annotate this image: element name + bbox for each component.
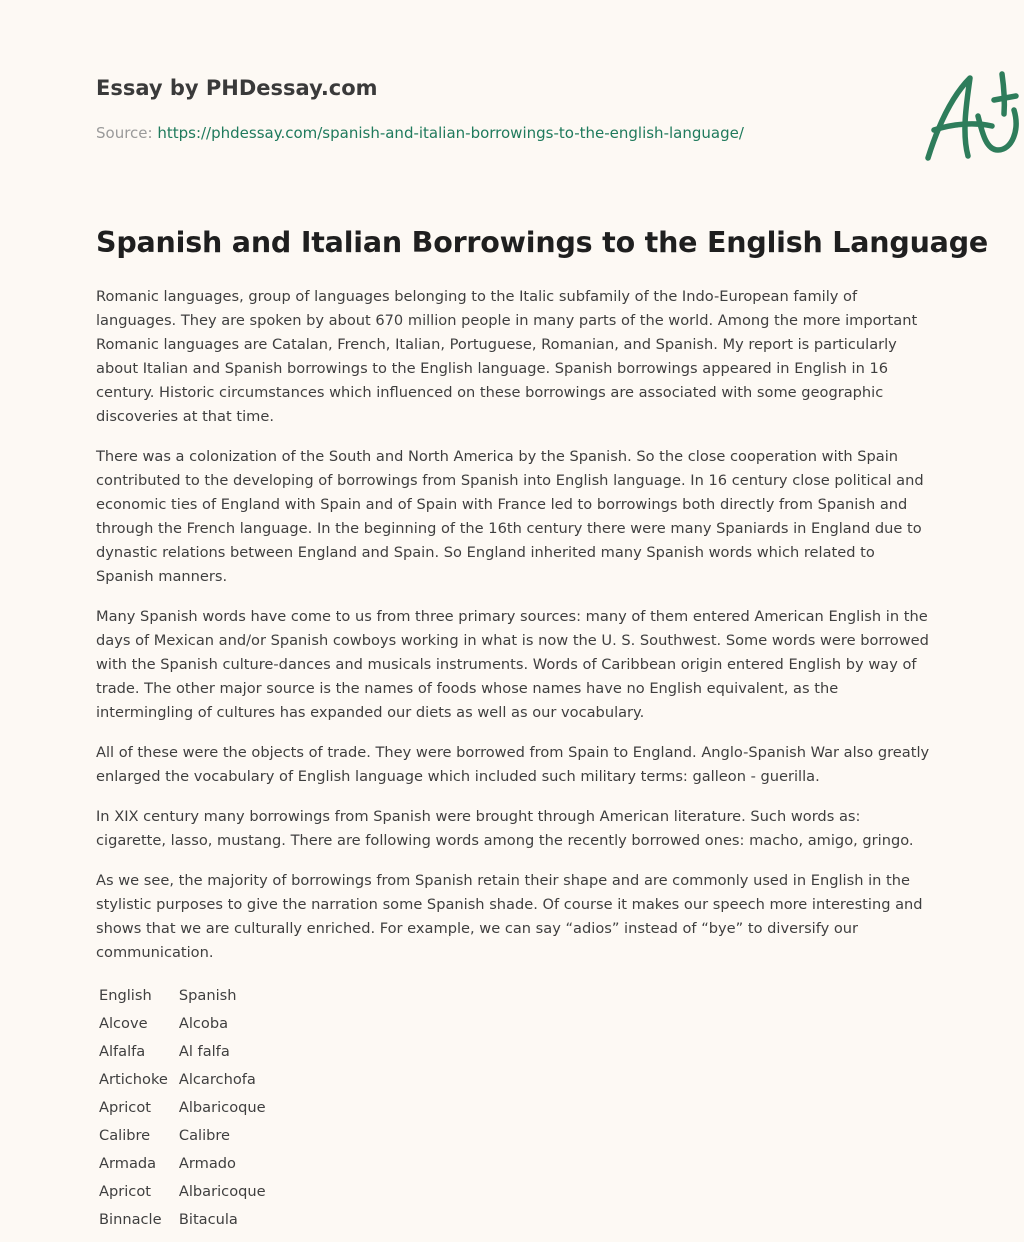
a-plus-grade-icon xyxy=(916,66,1024,166)
site-brand: Essay by PHDessay.com xyxy=(96,76,378,100)
table-cell: Armado xyxy=(178,1154,236,1172)
table-cell: Alcove xyxy=(99,1014,148,1032)
paragraph: Many Spanish words have come to us from three primary sources: many of them entered American English in the days of Mexican and/or Spanish cowboys working in what is now the U. S. Southwest. Some words were borrowed with the Spanish culture-dances and musicals instruments. Words of Caribbean origin entered English by way of trade. The other major source is the names of foods whose names have no English equivalent, as the intermingling of cultures has expanded our diets as well as our vocabulary. xyxy=(96,608,929,721)
table-cell: Albaricoque xyxy=(178,1098,266,1116)
table-row xyxy=(96,1037,269,1065)
table-row xyxy=(96,1009,269,1037)
table-row xyxy=(96,1149,269,1177)
table-cell: Binnacle xyxy=(99,1210,162,1228)
essay-title: Spanish and Italian Borrowings to the English Language xyxy=(96,226,989,259)
table-row xyxy=(96,1065,269,1093)
table-row xyxy=(96,1121,269,1149)
table-cell: Bitacula xyxy=(178,1210,238,1228)
essay-body xyxy=(96,285,930,1233)
paragraph: Romanic languages, group of languages belonging to the Italic subfamily of the Indo-European family of languages. They are spoken by about 670 million people in many parts of the world. Among the more important Romanic languages are Catalan, French, Italian, Portuguese, Romanian, and Spanish. My report is particularly about Italian and Spanish borrowings to the English language. Spanish borrowings appeared in English in 16 century. Historic circumstances which influenced on these borrowings are associated with some geographic discoveries at that time. xyxy=(96,288,918,425)
source-link[interactable]: https://phdessay.com/spanish-and-italian-borrowings-to-the-english-language/ xyxy=(157,124,744,142)
table-cell: Albaricoque xyxy=(178,1182,266,1200)
table-cell: Calibre xyxy=(178,1126,231,1144)
table-cell: Armada xyxy=(99,1154,157,1172)
table-header-row xyxy=(96,981,269,1009)
table-cell: Spanish xyxy=(178,986,237,1004)
table-row xyxy=(96,1093,269,1121)
paragraph: All of these were the objects of trade. They were borrowed from Spain to England. Anglo-Spanish War also greatly enlarged the vocabulary of English language which included such military terms: galleon - guerilla. xyxy=(96,744,930,785)
table-cell: Apricot xyxy=(99,1182,151,1200)
table-cell: Apricot xyxy=(99,1098,151,1116)
table-cell: Alfalfa xyxy=(99,1042,146,1060)
table-cell: Calibre xyxy=(99,1126,151,1144)
paragraph: As we see, the majority of borrowings from Spanish retain their shape and are commonly used in English in the stylistic purposes to give the narration some Spanish shade. Of course it makes our speech more interesting and shows that we are culturally enriched. For example, we can say “adios” instead of “bye” to diversify our communication. xyxy=(96,872,923,961)
table-cell: Alcarchofa xyxy=(178,1070,256,1088)
table-row xyxy=(96,1205,269,1233)
paragraph: In XIX century many borrowings from Spanish were brought through American literature. Such words as: cigarette, lasso, mustang. There are following words among the recently borrowed ones: macho, amigo, gringo. xyxy=(96,808,914,849)
table-cell: Alcoba xyxy=(178,1014,229,1032)
table-cell: Artichoke xyxy=(99,1070,168,1088)
word-table xyxy=(96,981,269,1233)
table-cell: Al falfa xyxy=(178,1042,230,1060)
source-line xyxy=(96,124,744,142)
table-cell: English xyxy=(99,986,152,1004)
paragraph: There was a colonization of the South and North America by the Spanish. So the close cooperation with Spain contributed to the developing of borrowings from Spanish into English language. In 16 century close political and economic ties of England with Spain and of Spain with France led to borrowings both directly from Spanish and through the French language. In the beginning of the 16th century there were many Spaniards in England due to dynastic relations between England and Spain. So England inherited many Spanish words which related to Spanish manners. xyxy=(96,448,924,585)
source-label: Source: xyxy=(96,124,158,142)
table-row xyxy=(96,1177,269,1205)
